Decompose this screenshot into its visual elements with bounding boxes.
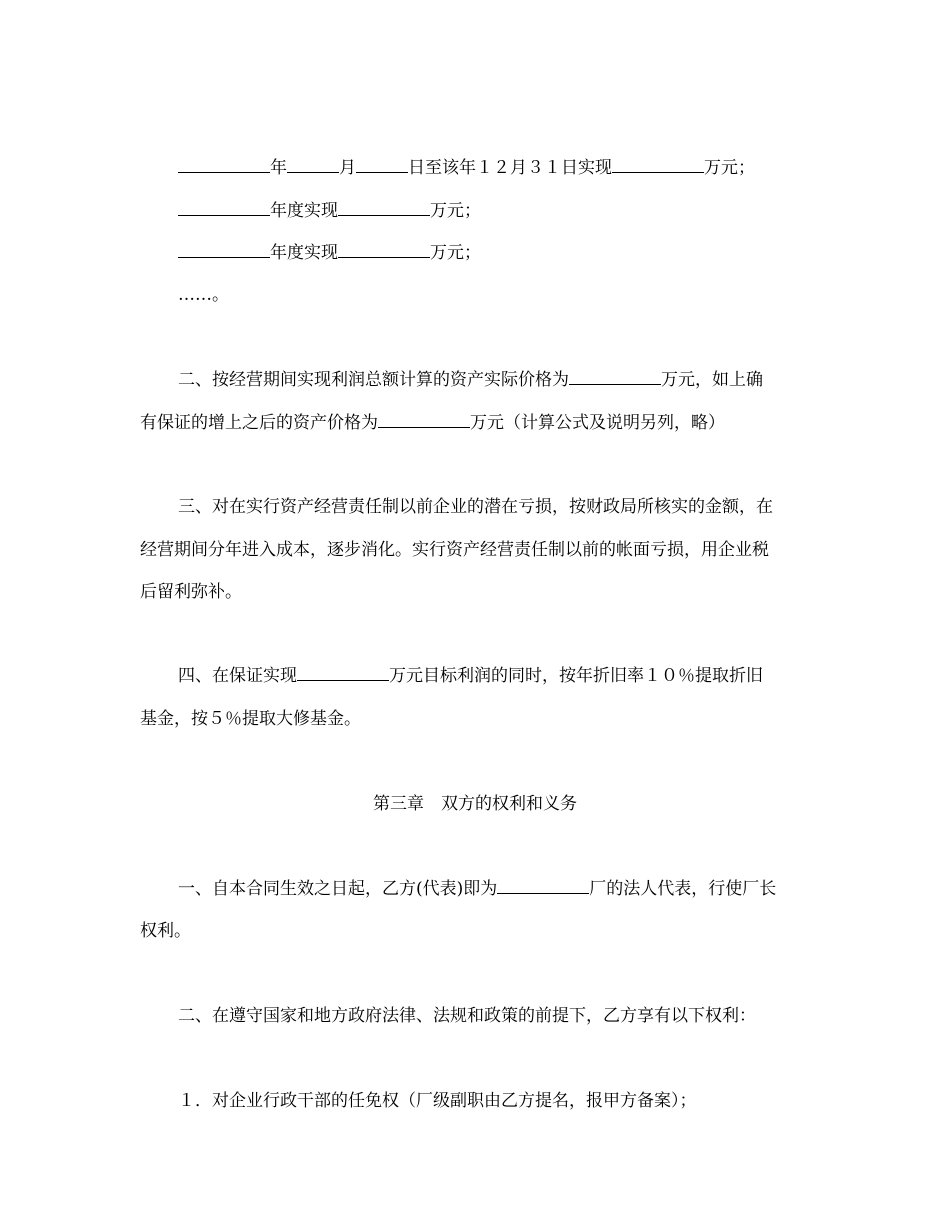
para-text: 四、在保证实现 xyxy=(178,666,297,686)
para-text: 二、按经营期间实现利润总额计算的资产实际价格为 xyxy=(178,370,569,390)
blank-field[interactable] xyxy=(287,158,339,173)
year-realized-label: 年度实现 xyxy=(270,201,338,221)
blank-field[interactable] xyxy=(297,666,389,681)
para2-line2 xyxy=(140,412,725,434)
chapter-title: 第三章 双方的权利和义务 xyxy=(373,794,577,814)
c3p2-item1: １．对企业行政干部的任免权（厂级副职由乙方提名，报甲方备案）； xyxy=(178,1091,697,1111)
para-text: 一、自本合同生效之日起，乙方(代表)即为 xyxy=(178,879,498,899)
unit-label: 万元； xyxy=(704,158,755,178)
profit-year-line-2 xyxy=(178,200,481,222)
year-realized-label: 年度实现 xyxy=(270,243,338,263)
blank-field[interactable] xyxy=(497,879,589,894)
profit-year-line-3 xyxy=(178,242,481,264)
blank-field[interactable] xyxy=(178,158,270,173)
month-label: 月 xyxy=(339,158,356,178)
para-text: 万元目标利润的同时，按年折旧率１０％提取折旧 xyxy=(389,666,763,686)
para4-line2: 基金，按５％提取大修基金。 xyxy=(140,709,361,729)
unit-label: 万元； xyxy=(430,201,481,221)
blank-field[interactable] xyxy=(178,243,270,258)
year-label: 年 xyxy=(270,158,287,178)
blank-field[interactable] xyxy=(356,158,408,173)
para2-line1 xyxy=(178,369,763,391)
para4-line1 xyxy=(178,665,763,687)
para-text: 有保证的增上之后的资产价格为 xyxy=(140,413,378,433)
para3-line1: 三、对在实行资产经营责任制以前企业的潜在亏损，按财政局所核实的金额，在 xyxy=(178,497,773,517)
profit-year-line-1 xyxy=(178,157,755,179)
blank-field[interactable] xyxy=(569,370,661,385)
blank-field[interactable] xyxy=(378,413,470,428)
c3p1-line1 xyxy=(178,878,776,900)
blank-field[interactable] xyxy=(612,158,704,173)
c3p1-line2: 权利。 xyxy=(140,921,191,941)
blank-field[interactable] xyxy=(178,201,270,216)
para-text: 万元，如上确 xyxy=(661,370,763,390)
blank-field[interactable] xyxy=(338,201,430,216)
blank-field[interactable] xyxy=(338,243,430,258)
c3p2-line: 二、在遵守国家和地方政府法律、法规和政策的前提下，乙方享有以下权利： xyxy=(178,1006,756,1026)
para3-line2: 经营期间分年进入成本，逐步消化。实行资产经营责任制以前的帐面亏损，用企业税 xyxy=(140,540,769,560)
day-label: 日至该年１２月３１日实现 xyxy=(408,158,612,178)
unit-label: 万元； xyxy=(430,243,481,263)
para-text: 厂的法人代表，行使厂长 xyxy=(589,879,777,899)
para-text: 万元（计算公式及说明另列，略） xyxy=(470,413,725,433)
para3-line3: 后留利弥补。 xyxy=(140,582,242,602)
ellipsis-line: ……。 xyxy=(178,285,229,305)
